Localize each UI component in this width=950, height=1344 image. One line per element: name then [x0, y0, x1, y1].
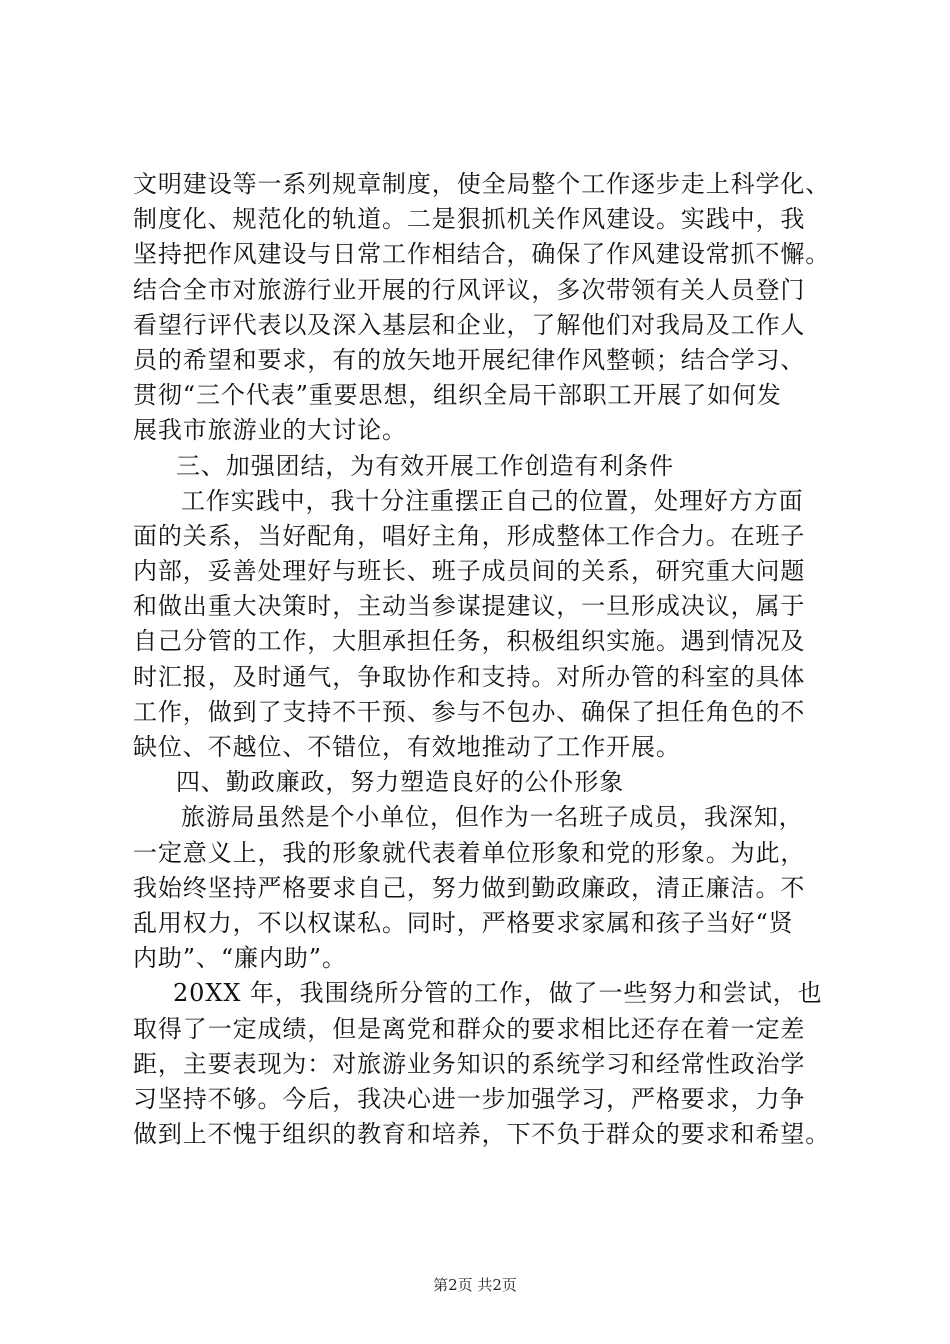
section-heading: 三、加强团结，为有效开展工作创造有利条件 — [176, 451, 674, 480]
text-line: 时汇报，及时通气，争取协作和支持。对所办管的科室的具体 — [133, 662, 806, 691]
text-line: 乱用权力，不以权谋私。同时，严格要求家属和孩子当好“贤 — [133, 908, 794, 937]
text-line: 做到上不愧于组织的教育和培养，下不负于群众的要求和希望。 — [133, 1120, 831, 1149]
paragraph-first-line: 工作实践中，我十分注重摆正自己的位置，处理好方方面 — [181, 486, 804, 515]
page-number-footer: 第2页 共2页 — [433, 1276, 517, 1294]
text-line: 我始终坚持严格要求自己，努力做到勤政廉政，清正廉洁。不 — [133, 873, 806, 902]
text-line: 文明建设等一系列规章制度，使全局整个工作逐步走上科学化、 — [133, 170, 831, 198]
paragraph-first-line: 旅游局虽然是个小单位，但作为一名班子成员，我深知， — [181, 803, 804, 832]
text-line: 内部，妥善处理好与班长、班子成员间的关系，研究重大问题 — [133, 557, 806, 586]
paragraph-first-line: 20XX 年，我围绕所分管的工作，做了一些努力和尝试，也 — [173, 979, 823, 1008]
text-line: 员的希望和要求，有的放矢地开展纪律作风整顿；结合学习、 — [133, 345, 806, 374]
text-line: 和做出重大决策时，主动当参谋提建议，一旦形成决议，属于 — [133, 592, 806, 621]
text-line: 坚持把作风建设与日常工作相结合，确保了作风建设常抓不懈。 — [133, 240, 831, 269]
text-line: 展我市旅游业的大讨论。 — [133, 416, 407, 445]
document-body — [133, 167, 845, 1152]
text-line: 制度化、规范化的轨道。二是狠抓机关作风建设。实践中，我 — [133, 205, 806, 234]
text-line: 缺位、不越位、不错位，有效地推动了工作开展。 — [133, 733, 681, 761]
text-line: 自己分管的工作，大胆承担任务，积极组织实施。遇到情况及 — [133, 627, 806, 656]
text-line: 看望行评代表以及深入基层和企业，了解他们对我局及工作人 — [133, 310, 806, 339]
text-line: 距，主要表现为：对旅游业务知识的系统学习和经常性政治学 — [133, 1049, 806, 1078]
text-line: 习坚持不够。今后，我决心进一步加强学习，严格要求，力争 — [133, 1084, 806, 1113]
text-line: 一定意义上，我的形象就代表着单位形象和党的形象。为此， — [133, 838, 806, 867]
text-line: 取得了一定成绩，但是离党和群众的要求相比还存在着一定差 — [133, 1014, 806, 1043]
text-line: 内助”、“廉内助”。 — [133, 944, 347, 973]
section-heading: 四、勤政廉政，努力塑造良好的公仆形象 — [176, 768, 625, 797]
text-line: 结合全市对旅游行业开展的行风评议，多次带领有关人员登门 — [133, 275, 806, 304]
text-line: 工作，做到了支持不干预、参与不包办、确保了担任角色的不 — [133, 697, 806, 726]
text-line: 贯彻“三个代表”重要思想，组织全局干部职工开展了如何发 — [133, 381, 782, 410]
text-line: 面的关系，当好配角，唱好主角，形成整体工作合力。在班子 — [133, 521, 806, 550]
